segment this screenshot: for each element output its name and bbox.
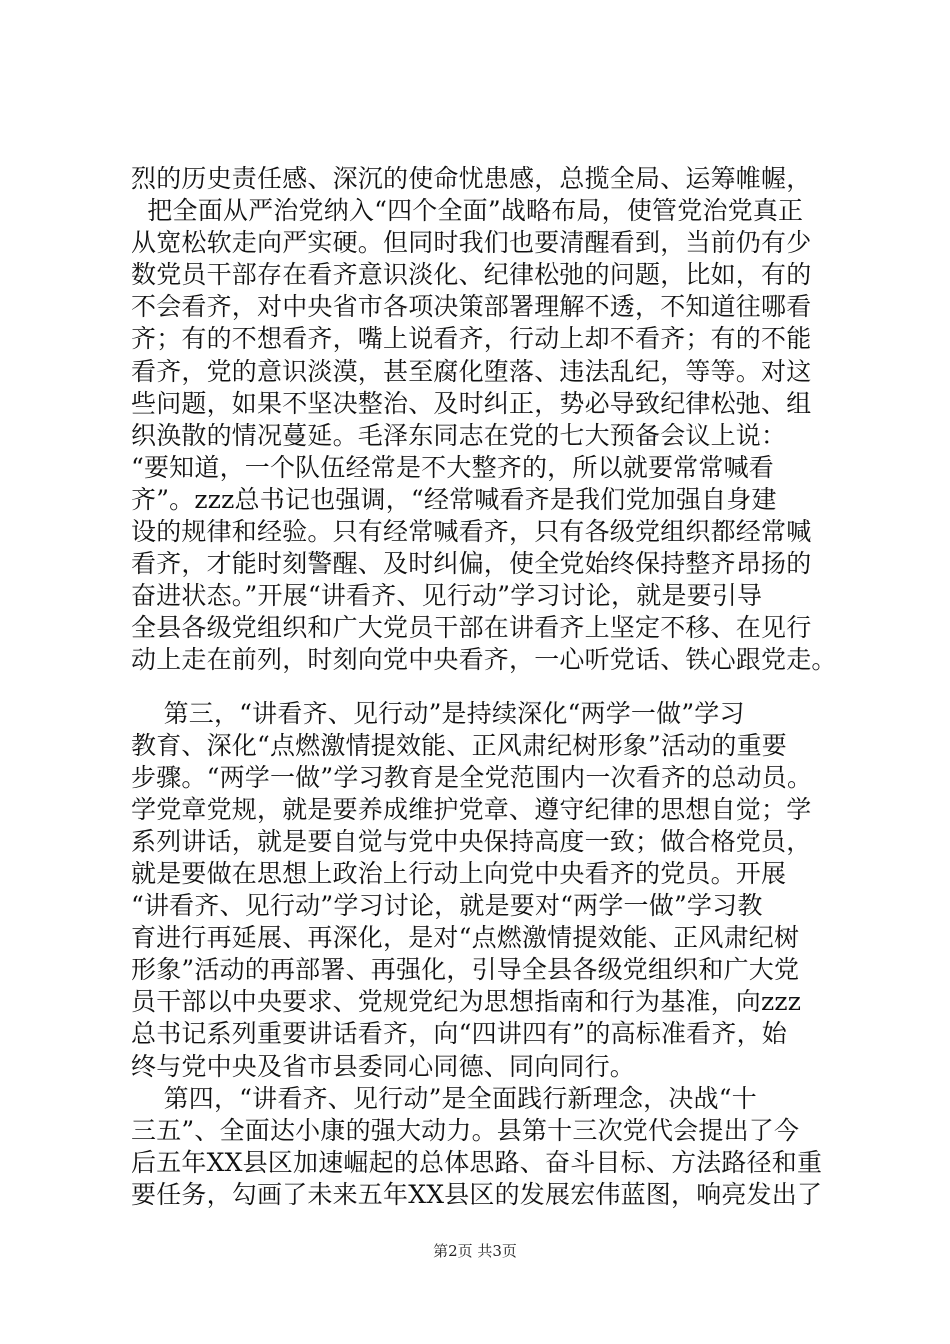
text-line: 第三，“讲看齐、见行动”是持续深化“两学一做”学习 — [131, 698, 745, 728]
text-line: 终与党中央及省市县委同心同德、同向同行。 — [131, 1051, 636, 1081]
text-line: 看齐，才能时刻警醒、及时纠偏，使全党始终保持整齐昂扬的 — [131, 549, 812, 579]
text-line: 育进行再延展、再深化，是对“点燃激情提效能、正风肃纪树 — [131, 923, 800, 953]
text-line: 些问题，如果不坚决整治、及时纠正，势必导致纪律松弛、组 — [131, 388, 812, 418]
text-line: 齐；有的不想看齐，嘴上说看齐，行动上却不看齐；有的不能 — [131, 324, 812, 354]
text-line: 学党章党规，就是要养成维护党章、遵守纪律的思想自觉；学 — [131, 794, 812, 824]
text-line: 就是要做在思想上政治上行动上向党中央看齐的党员。开展 — [131, 858, 787, 888]
text-line: 设的规律和经验。只有经常喊看齐，只有各级党组织都经常喊 — [131, 517, 812, 547]
text-line: 织涣散的情况蔓延。毛泽东同志在党的七大预备会议上说： — [131, 420, 787, 450]
page-footer: 第2页 共3页 — [433, 1242, 517, 1260]
text-line: 数党员干部存在看齐意识淡化、纪律松弛的问题，比如，有的 — [131, 260, 812, 290]
text-line: 步骤。“两学一做”学习教育是全党范围内一次看齐的总动员。 — [131, 762, 813, 792]
text-line: 要任务，勾画了未来五年XX县区的发展宏伟蓝图，响亮发出了 — [131, 1179, 823, 1209]
text-line: “要知道，一个队伍经常是不大整齐的，所以就要常常喊看 — [131, 452, 774, 482]
text-line: 把全面从严治党纳入“四个全面”战略布局，使管党治党真正 — [131, 196, 804, 226]
text-line: 全县各级党组织和广大党员干部在讲看齐上坚定不移、在见行 — [131, 613, 812, 643]
text-line: 形象”活动的再部署、再强化，引导全县各级党组织和广大党 — [131, 955, 800, 985]
text-line: 奋进状态。”开展“讲看齐、见行动”学习讨论，就是要引导 — [131, 581, 763, 611]
text-line: 第四，“讲看齐、见行动”是全面践行新理念，决战“十 — [131, 1083, 757, 1113]
text-line: 看齐，党的意识淡漠，甚至腐化堕落、违法乱纪，等等。对这 — [131, 356, 812, 386]
text-line: 三五”、全面达小康的强大动力。县第十三次党代会提出了今 — [131, 1115, 800, 1145]
text-line: 动上走在前列，时刻向党中央看齐，一心听党话、铁心跟党走。 — [131, 645, 837, 675]
text-line: “讲看齐、见行动”学习讨论，就是要对“两学一做”学习教 — [131, 891, 763, 921]
text-line: 齐”。zzz总书记也强调，“经常喊看齐是我们党加强自身建 — [131, 484, 777, 514]
text-line: 系列讲话，就是要自觉与党中央保持高度一致；做合格党员， — [131, 826, 812, 856]
text-line: 从宽松软走向严实硬。但同时我们也要清醒看到，当前仍有少 — [131, 228, 812, 258]
paragraph-gap — [131, 677, 831, 698]
body-text — [131, 163, 837, 1211]
text-line: 教育、深化“点燃激情提效能、正风肃纪树形象”活动的重要 — [131, 730, 787, 760]
text-line: 烈的历史责任感、深沉的使命忧患感，总揽全局、运筹帷幄， — [131, 164, 812, 193]
text-line: 员干部以中央要求、党规党纪为思想指南和行为基准，向zzz — [131, 987, 802, 1017]
text-line: 后五年XX县区加速崛起的总体思路、奋斗目标、方法路径和重 — [131, 1147, 823, 1177]
text-line: 不会看齐，对中央省市各项决策部署理解不透，不知道往哪看 — [131, 292, 812, 322]
text-line: 总书记系列重要讲话看齐，向“四讲四有”的高标准看齐，始 — [131, 1019, 787, 1049]
